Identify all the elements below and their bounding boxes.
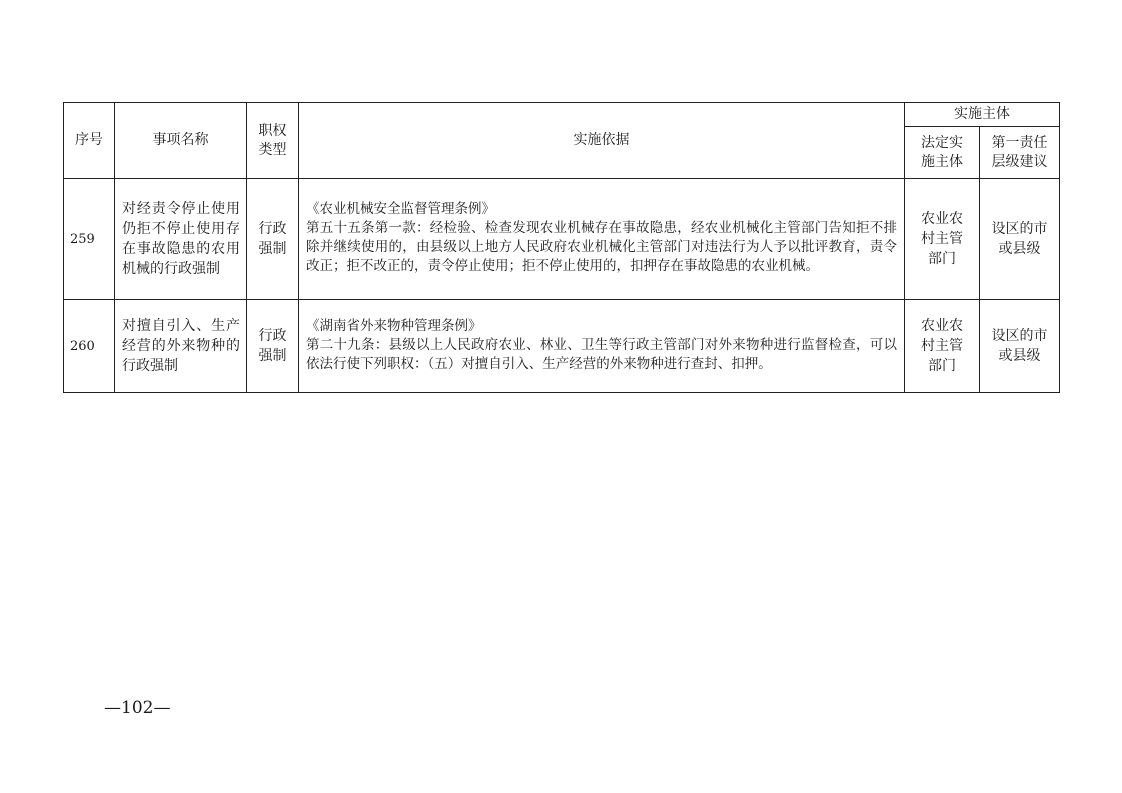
row-first-level: 设区的市 或县级 [980, 179, 1060, 300]
enforcement-table [63, 102, 1060, 393]
header-first-level: 第一责任 层级建议 [980, 127, 1060, 179]
row-seq: 260 [64, 300, 115, 393]
row-power-type: 行政 强制 [247, 300, 299, 393]
row-basis [299, 179, 905, 300]
table-row [64, 179, 1060, 300]
row-item-name: 对经责令停止使用仍拒不停止使用存在事故隐患的农用机械的行政强制 [115, 179, 247, 300]
table-row [64, 300, 1060, 393]
basis-body: 第二十九条：县级以上人民政府农业、林业、卫生等行政主管部门对外来物种进行监督检查，可以依法行使下列职权：（五）对擅自引入、生产经营的外来物种进行查封、扣押。 [306, 336, 897, 372]
basis-body: 第五十五条第一款：经检验、检查发现农业机械存在事故隐患，经农业机械化主管部门告知拒不排除并继续使用的，由县级以上地方人民政府农业机械化主管部门对违法行为人予以批评教育，责令改正；拒不改正的，责令停止使用；拒不停止使用的，扣押存在事故隐患的农业机械。 [306, 220, 897, 274]
header-subject: 实施主体 [905, 103, 1060, 127]
row-basis [299, 300, 905, 393]
row-legal-subject: 农业农 村主管 部门 [905, 300, 980, 393]
basis-title: 《湖南省外来物种管理条例》 [306, 317, 482, 334]
header-item-name: 事项名称 [115, 103, 247, 179]
basis-title: 《农业机械安全监督管理条例》 [306, 201, 495, 217]
header-basis: 实施依据 [299, 103, 905, 179]
header-seq: 序号 [64, 103, 115, 179]
page-number: —102— [104, 698, 171, 718]
row-seq: 259 [64, 179, 115, 300]
header-power-type: 职权 类型 [247, 103, 299, 179]
row-legal-subject: 农业农 村主管 部门 [905, 179, 980, 300]
row-item-name: 对擅自引入、生产经营的外来物种的行政强制 [115, 300, 247, 393]
row-power-type: 行政 强制 [247, 179, 299, 300]
header-legal-subject: 法定实 施主体 [905, 127, 980, 179]
row-first-level: 设区的市 或县级 [980, 300, 1060, 393]
